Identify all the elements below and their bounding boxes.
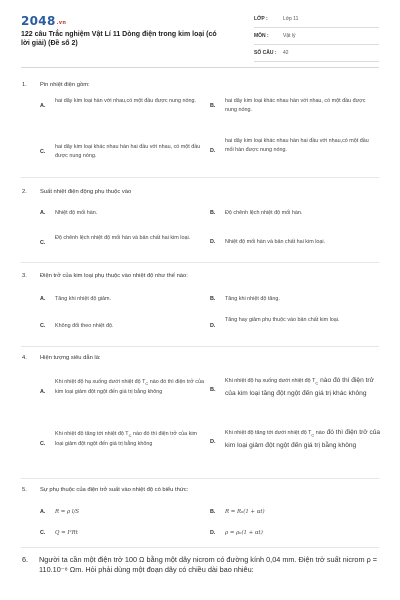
formula-joule: Q = I²Rt	[55, 530, 78, 536]
page-header	[0, 0, 400, 70]
meta-table	[254, 14, 379, 65]
question-divider	[21, 547, 379, 548]
formula-resistance-temp: R = R₀(1 + αt)	[225, 509, 265, 515]
meta-row-class	[254, 14, 379, 28]
question-divider	[21, 177, 379, 178]
document-title: 122 câu Trắc nghiệm Vật Lí 11 Dòng điện trong kim loại (có lời giải) (Đề số 2)	[21, 31, 217, 47]
site-logo[interactable]: 2048.vn	[21, 14, 67, 28]
meta-row-subject	[254, 31, 379, 45]
meta-key: MÔN :	[254, 33, 269, 39]
question-stem: 5. Sự phụ thuộc của điện trở suất vào nhiệt độ có biểu thức:	[22, 487, 189, 493]
question-stem: Người ta cần một điện trở 100 Ω bằng một dây nicrom có đường kính 0,04 mm. Điện trở suất nicrom ρ = 110.10⁻⁸ Ωm. Hỏi phải dùng một đoạn dây có chiều dài bao nhiêu:	[39, 555, 378, 574]
question-divider	[21, 346, 379, 347]
question-stem: 2. Suất nhiệt điện động phụ thuộc vào	[22, 189, 132, 195]
formula-resistivity-temp: ρ = ρ₀(1 + αt)	[225, 530, 263, 536]
question-number: 6.	[22, 555, 29, 564]
header-divider	[21, 67, 379, 68]
formula-resistance: R = ρ l/S	[55, 509, 80, 515]
question-stem: 1. Pin nhiệt điện gồm:	[22, 82, 90, 88]
meta-value: 42	[283, 50, 289, 56]
meta-key: LỚP :	[254, 16, 268, 22]
question-divider	[21, 478, 379, 479]
meta-value: Lớp 11	[283, 16, 299, 22]
question-divider	[21, 262, 379, 263]
meta-key: SỐ CÂU :	[254, 50, 277, 56]
meta-row-count	[254, 48, 379, 62]
meta-value: Vật lý	[283, 33, 296, 39]
question-stem: 3. Điện trở của kim loại phụ thuộc vào nhiệt độ như thế nào:	[22, 273, 188, 279]
question-stem: 4. Hiện tượng siêu dẫn là:	[22, 355, 101, 361]
quiz-page: 2048.vn 122 câu Trắc nghiệm Vật Lí 11 Dòng điện trong kim loại (có lời giải) (Đề số 2) LỚP : Lớp 11 MÔN : Vật lý SỐ CÂU : 42 1. Pin nhiệt điện gồm: A. hai dây kim loại hàn với nhau,có một đầu được nung nóng. B. hai dây kim loại khác nhau hàn với nhau, có một đầu được nung nóng. C. hai dây kim loại khác nhau hàn hai đầu với nhau, có một đầu được nung nóng. D. hai dây kim loại khác nhau hàn hai đầu với nhau,có một đầu mối hàn được nung nóng. 2. Suất nhiệt điện động phụ thuộc vào A. Nhiệt độ mối hàn. B. Độ chênh lệch nhiệt độ mối hàn. C. Độ chênh lệch nhiệt độ mối hàn và bản chất hai kim loại. D. Nhiệt độ mối hàn và bản chất hai kim loại. 3. Điện trở của kim loại phụ thuộc vào nhiệt độ như thế nào: A. Tăng khi nhiệt độ giảm. B. Tăng khi nhiệt độ tăng. C. Không đổi theo nhiệt độ. D. Tăng hay giảm phụ thuộc vào bản chất kim loại. 4. Hiện tượng siêu dẫn là: A. Khi nhiệt độ hạ xuống dưới nhiệt độ $T_C$ nào đó thì điện trở của kim loại giảm đột ngột đến giá trị bằng không B. Khi nhiệt độ hạ xuống dưới nhiệt độ $T_C$ nào đó thì điện trở của kim loại tăng đột ngột đến giá trị khác không C. Khi nhiệt độ tăng tới nhiệt độ $T_C$ nào đó thì điện trở của kim loại giảm đột ngột đến giá trị bằng không D. Khi nhiệt độ tăng tới dưới nhiệt độ $T_C$ nào đó thì điện trở của kim loại giảm đột ngột đến giá trị bằng không 5. Sự phụ thuộc của điện trở suất vào nhiệt độ có biểu thức: A. R = ρ l/S B. R = R₀(1 + αt) C. Q = I²Rt D. ρ = ρ₀(1 + αt) 6. Người ta cần một điện trở 100 Ω bằng một dây nicrom có đường kính 0,04 mm. Điện trở suất nicrom ρ = 110.10⁻⁸ Ωm. Hỏi phải dùng một đoạn dây có chiều dài bao nhiêu:	[0, 0, 400, 600]
